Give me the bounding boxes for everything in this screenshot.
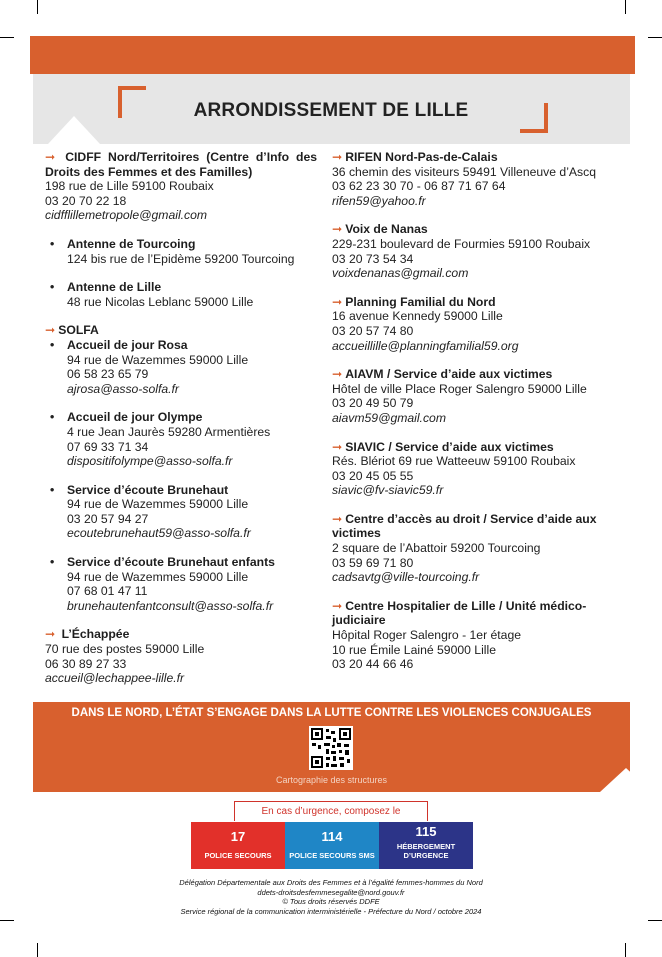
arrow-icon: ➞ [45,627,56,642]
arrow-icon: ➞ [332,511,343,526]
org-email[interactable]: siavic@fv-siavic59.fr [332,483,444,498]
org-phone: 03 59 69 71 80 [332,555,414,570]
solfa-service [45,338,317,396]
footer-line: Service régional de la communication interministérielle - Préfecture du Nord / octobre 2024 [180,906,482,916]
org-centre-acces-droit [332,512,622,585]
service-email[interactable]: ecoutebrunehaut59@asso-solfa.fr [67,526,251,541]
org-email[interactable]: cidfflillemetropole@gmail.com [45,208,208,223]
emergency-number-label: POLICE SECOURS [204,851,272,860]
org-phone: 03 62 23 30 70 - 06 87 71 67 64 [332,179,506,194]
emergency-label: En cas d’urgence, composez le [234,801,428,821]
org-address: 2 square de l’Abattoir 59200 Tourcoing [332,541,541,556]
crop-mark [648,37,662,38]
arrow-icon: ➞ [332,439,343,454]
service-name: Service d’écoute Brunehaut enfants [67,555,275,570]
org-planning-familial [332,295,622,353]
service-email[interactable]: brunehautenfantconsult@asso-solfa.fr [67,598,274,613]
service-phone: 06 58 23 65 79 [67,367,149,382]
arrow-icon: ➞ [45,323,56,338]
org-email[interactable]: accueillille@planningfamilial59.org [332,338,519,353]
banner-text: DANS LE NORD, L’ÉTAT S’ENGAGE DANS LA LUTTE CONTRE LES VIOLENCES CONJUGALES [71,707,592,719]
left-column [45,150,317,700]
antenne-tourcoing [45,237,317,266]
org-echappee [45,627,317,685]
arrow-icon: ➞ [45,150,56,164]
bullet-icon: • [50,280,55,295]
org-address: 229-231 boulevard de Fourmies 59100 Roubaix [332,236,591,251]
emergency-number-114[interactable] [285,822,379,869]
org-address: Rés. Blériot 69 rue Watteeuw 59100 Roubaix [332,454,576,469]
antenne-name: Antenne de Lille [67,280,162,295]
solfa-service [45,483,317,541]
solfa-service [45,410,317,468]
org-address: 36 chemin des visiteurs 59491 Villeneuve d’Ascq [332,164,596,179]
bullet-icon: • [50,337,55,352]
service-address: 94 rue de Wazemmes 59000 Lille [67,497,249,512]
antenne-address: 124 bis rue de l’Epidème 59200 Tourcoing [67,251,295,266]
org-phone: 03 20 49 50 79 [332,396,414,411]
arrow-icon: ➞ [332,150,343,164]
org-address: Hôpital Roger Salengro - 1er étage [332,628,522,643]
org-siavic [332,440,622,498]
service-address: 94 rue de Wazemmes 59000 Lille [67,569,249,584]
antenne-lille [45,280,317,309]
org-aiavm [332,367,622,425]
emergency-number: 17 [230,829,246,844]
crop-mark [0,920,14,921]
emergency-numbers [191,822,473,869]
bullet-icon: • [50,236,55,251]
org-phone: 03 20 73 54 34 [332,251,414,266]
crop-mark [648,920,662,921]
org-email[interactable]: accueil@lechappee-lille.fr [45,671,185,686]
org-name: Centre Hospitalier de Lille / Unité médico-judiciaire [332,598,587,628]
org-phone: 03 20 44 66 46 [332,657,414,672]
org-name: SOLFA [58,323,99,338]
service-address: 4 rue Jean Jaurès 59280 Armentières [67,424,271,439]
emergency-number-17[interactable] [191,822,285,869]
banner-notch [600,768,652,792]
org-chu-lille [332,599,622,672]
org-phone: 03 20 45 05 55 [332,468,414,483]
emergency-number: 114 [321,829,343,844]
arrow-icon: ➞ [332,367,343,382]
arrow-icon: ➞ [332,598,343,613]
org-address: Hôtel de ville Place Roger Salengro 59000 Lille [332,381,587,396]
org-voix-de-nanas [332,222,622,280]
service-name: Service d’écoute Brunehaut [67,482,229,497]
footer-line: © Tous droits réservés DDFE [282,897,380,907]
right-column [332,150,622,686]
org-name: L’Échappée [61,627,130,642]
org-name: SIAVIC / Service d’aide aux victimes [345,439,554,454]
service-phone: 03 20 57 94 27 [67,511,149,526]
emergency-number-115[interactable] [379,822,473,869]
bullet-icon: • [50,555,55,570]
solfa-service [45,555,317,613]
page-title: ARRONDISSEMENT DE LILLE [193,100,469,121]
org-name: Planning Familial du Nord [345,294,496,309]
org-name: RIFEN Nord-Pas-de-Calais [345,150,498,164]
org-email[interactable]: voixdenanas@gmail.com [332,266,469,281]
commitment-banner [33,702,630,792]
org-address: 16 avenue Kennedy 59000 Lille [332,309,503,324]
org-phone: 03 20 70 22 18 [45,193,127,208]
org-email[interactable]: rifen59@yahoo.fr [332,193,426,208]
org-cidff [45,150,317,223]
arrow-icon: ➞ [332,222,343,237]
header-band [30,36,635,74]
footer-email[interactable]: ddets-droitsdesfemmesegalite@nord.gouv.fr [257,887,405,897]
org-email[interactable]: aiavm59@gmail.com [332,410,446,425]
bullet-icon: • [50,482,55,497]
footer-line: Délégation Départementale aux Droits des Femmes et à l’égalité femmes-hommes du Nord [179,878,483,887]
footer [0,878,662,916]
antenne-name: Antenne de Tourcoing [67,236,196,251]
org-name: AIAVM / Service d’aide aux victimes [345,367,553,382]
emergency-number: 115 [415,824,437,839]
service-phone: 07 68 01 47 11 [67,584,148,599]
org-name: Voix de Nanas [345,222,428,237]
org-name: CIDFF Nord/Territoires (Centre d’Info des Droits des Femmes et des Familles) [45,150,318,179]
emergency-number-label: HÉBERGEMENT D’URGENCE [396,842,456,860]
service-phone: 07 69 33 71 34 [67,439,149,454]
crop-mark [37,943,38,957]
crop-mark [625,943,626,957]
service-email[interactable]: ajrosa@asso-solfa.fr [67,381,179,396]
org-phone: 03 20 57 74 80 [332,323,414,338]
bullet-icon: • [50,410,55,425]
org-address: 70 rue des postes 59000 Lille [45,642,205,657]
service-email[interactable]: dispositifolympe@asso-solfa.fr [67,454,233,469]
org-phone: 06 30 89 27 33 [45,656,127,671]
emergency-number-label: POLICE SECOURS SMS [289,851,375,860]
org-solfa [45,323,317,338]
banner-caption: Cartographie des structures [275,775,388,785]
antenne-address: 48 rue Nicolas Leblanc 59000 Lille [67,294,254,309]
org-address: 198 rue de Lille 59100 Roubaix [45,179,214,194]
service-name: Accueil de jour Rosa [67,337,188,352]
qr-code-icon[interactable] [309,726,353,770]
service-name: Accueil de jour Olympe [67,410,203,425]
service-address: 94 rue de Wazemmes 59000 Lille [67,352,249,367]
org-address-2: 10 rue Émile Lainé 59000 Lille [332,642,496,657]
crop-mark [625,0,626,14]
crop-mark [37,0,38,14]
arrow-icon: ➞ [332,294,343,309]
org-rifen [332,150,622,208]
crop-mark [0,37,14,38]
org-name: Centre d’accès au droit / Service d’aide aux victimes [332,511,597,541]
org-email[interactable]: cadsavtg@ville-tourcoing.fr [332,570,480,585]
